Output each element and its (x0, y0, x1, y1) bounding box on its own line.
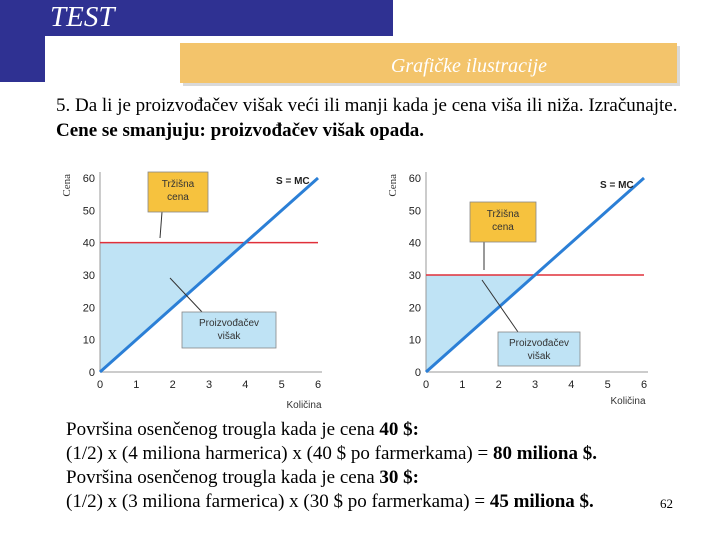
question-text: 5. Da li je proizvođačev višak veći ili manji kada je cena viša ili niža. Izračunajte. (56, 95, 678, 116)
y-axis-label: Cena (387, 174, 399, 197)
supply-label: S = MC (600, 180, 634, 191)
y-tick-label: 60 (82, 173, 95, 185)
x-tick-label: 3 (531, 379, 539, 391)
surplus-callout-line2: višak (217, 331, 241, 342)
y-tick-label: 10 (82, 334, 95, 347)
price-callout-line1: Tržišna (486, 209, 520, 220)
calc-line-3: Površina osenčenog trougla kada je cena 30 $: (66, 467, 419, 488)
chart-price-40 (60, 160, 390, 410)
y-tick-label: 10 (408, 334, 421, 347)
x-tick-label: 0 (422, 379, 430, 391)
supply-label: S = MC (276, 176, 310, 187)
header-side-bar (0, 36, 45, 82)
x-tick-label: 4 (242, 379, 249, 391)
x-axis-label: Količina (286, 400, 322, 410)
y-tick-label: 0 (414, 367, 421, 379)
y-tick-label: 30 (82, 270, 95, 282)
y-tick-label: 30 (408, 270, 421, 282)
x-tick-label: 2 (169, 379, 176, 391)
slide-number: 62 (660, 496, 673, 511)
x-tick-label: 3 (205, 379, 213, 391)
surplus-callout-line1: Proizvođačev (198, 318, 260, 329)
price-callout-line1: Tržišna (161, 179, 195, 190)
question (56, 93, 706, 143)
y-tick-label: 40 (82, 237, 95, 250)
x-tick-label: 5 (604, 379, 611, 391)
x-axis-label: Količina (610, 396, 646, 407)
chart-price-30 (386, 160, 716, 410)
x-tick-label: 1 (459, 379, 466, 391)
y-tick-label: 40 (408, 237, 421, 250)
x-tick-label: 4 (568, 379, 575, 391)
y-tick-label: 50 (408, 205, 421, 218)
surplus-callout-line1: Proizvođačev (508, 338, 570, 349)
x-tick-label: 5 (278, 379, 285, 391)
x-tick-label: 6 (314, 379, 322, 391)
y-tick-label: 20 (82, 302, 95, 315)
y-tick-label: 0 (88, 367, 95, 379)
y-axis-label: Cena (61, 174, 73, 197)
question-answer: Cene se smanjuju: proizvođačev višak opada. (56, 120, 425, 141)
calc-line-1: Površina osenčenog trougla kada je cena 40 $: (66, 419, 419, 440)
x-tick-label: 2 (495, 379, 502, 391)
price-callout-line2: cena (167, 192, 189, 203)
surplus-callout-line2: višak (527, 351, 551, 362)
price-callout-line2: cena (492, 222, 514, 233)
calc-line-2: (1/2) x (4 miliona harmerica) x (40 $ po farmerkama) = 80 miliona $. (66, 443, 597, 464)
calculations (66, 418, 706, 514)
x-tick-label: 6 (640, 379, 648, 391)
calc-line-4: (1/2) x (3 miliona farmerica) x (30 $ po farmerkama) = 45 miliona $. (66, 491, 594, 512)
x-tick-label: 0 (96, 379, 104, 391)
subtitle: Grafičke ilustracije (390, 55, 547, 77)
page-title: TEST (50, 1, 115, 33)
x-tick-label: 1 (133, 379, 140, 391)
y-tick-label: 20 (408, 302, 421, 315)
y-tick-label: 60 (408, 173, 421, 185)
y-tick-label: 50 (82, 205, 95, 218)
